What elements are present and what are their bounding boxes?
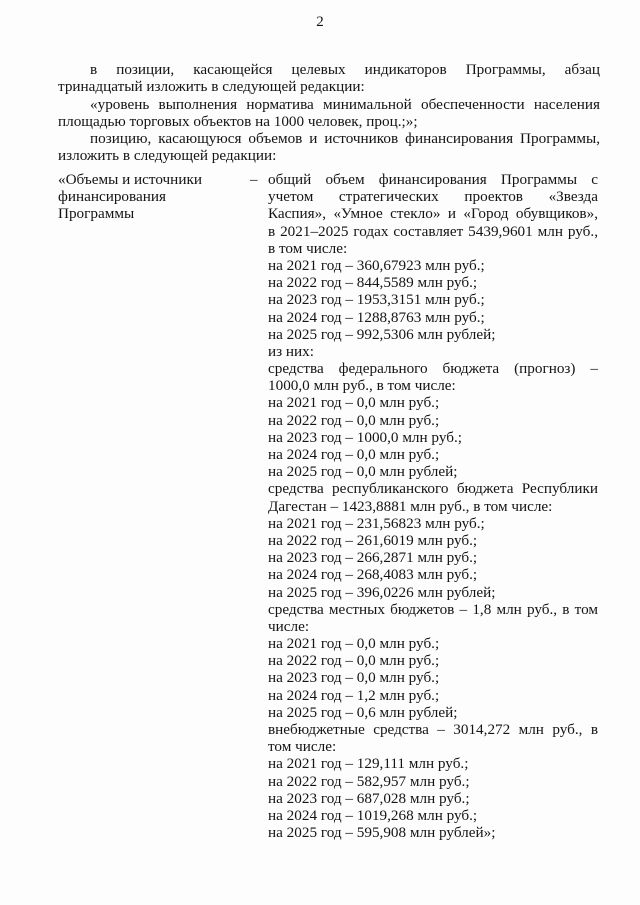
financing-line: на 2021 год – 0,0 млн руб.; <box>268 635 440 653</box>
financing-line: на 2022 год – 0,0 млн руб.; <box>268 652 440 670</box>
financing-line: внебюджетные средства – 3014,272 млн руб., в <box>268 721 598 738</box>
financing-line: том числе: <box>268 738 337 756</box>
financing-line: средства республиканского бюджета Республики <box>268 480 598 498</box>
financing-line: на 2021 год – 360,67923 млн руб.; <box>268 256 485 274</box>
quote-line-1: «уровень выполнения норматива минимальной обеспеченности населения <box>90 96 600 113</box>
quote-line-2: площадью торговых объектов на 1000 человек, проц.;»; <box>58 113 418 130</box>
financing-line: на 2024 год – 0,0 млн руб.; <box>268 446 440 463</box>
intro-line-2: тринадцатый изложить в следующей редакции: <box>58 78 365 95</box>
financing-line: на 2024 год – 1288,8763 млн руб.; <box>268 308 485 326</box>
financing-line: числе: <box>268 617 310 635</box>
financing-line: на 2022 год – 261,6019 млн руб.; <box>268 531 478 549</box>
financing-line: на 2025 год – 0,0 млн рублей; <box>268 463 458 481</box>
financing-line: на 2023 год – 1953,3151 млн руб.; <box>268 291 485 309</box>
financing-line: на 2023 год – 266,2871 млн руб.; <box>268 549 478 567</box>
financing-line: 1000,0 млн руб., в том числе: <box>268 377 456 395</box>
financing-line: Каспия», «Умное стекло» и «Город обувщиков», <box>268 205 598 223</box>
financing-line: на 2023 год – 687,028 млн руб.; <box>268 789 470 807</box>
table-label <box>58 171 233 223</box>
financing-line: общий объем финансирования Программы с <box>268 171 598 188</box>
financing-line: на 2025 год – 992,5306 млн рублей; <box>268 325 496 343</box>
financing-line: на 2023 год – 1000,0 млн руб.; <box>268 428 462 446</box>
financing-line: учетом стратегических проектов «Звезда <box>268 188 598 206</box>
table-label-line: Программы <box>58 205 135 223</box>
financing-line: на 2024 год – 1,2 млн руб.; <box>268 686 440 704</box>
financing-line: Дагестан – 1423,8881 млн руб., в том числе: <box>268 497 553 515</box>
financing-line: на 2021 год – 231,56823 млн руб.; <box>268 514 485 532</box>
financing-details <box>268 171 598 841</box>
page-number: 2 <box>316 14 324 30</box>
financing-line: на 2022 год – 844,5589 млн руб.; <box>268 274 478 292</box>
financing-line: в 2021–2025 годах составляет 5439,9601 млн руб., <box>268 222 598 240</box>
financing-line: на 2025 год – 396,0226 млн рублей; <box>268 583 496 601</box>
financing-line: на 2022 год – 0,0 млн руб.; <box>268 411 440 429</box>
financing-line: на 2025 год – 595,908 млн рублей»; <box>268 824 496 842</box>
table-label-line: финансирования <box>58 188 166 206</box>
financing-line: на 2024 год – 268,4083 млн руб.; <box>268 566 478 584</box>
financing-line: на 2021 год – 0,0 млн руб.; <box>268 394 440 412</box>
financing-line: в том числе: <box>268 239 348 257</box>
intro-line-3: позицию, касающуюся объемов и источников финансирования Программы, <box>90 130 600 147</box>
financing-line: на 2024 год – 1019,268 млн руб.; <box>268 806 478 824</box>
intro-line-4: изложить в следующей редакции: <box>58 147 277 164</box>
financing-line: средства федерального бюджета (прогноз) – <box>268 360 598 378</box>
financing-line: на 2022 год – 582,957 млн руб.; <box>268 772 470 790</box>
financing-line: средства местных бюджетов – 1,8 млн руб., в том <box>268 600 598 618</box>
financing-line: на 2023 год – 0,0 млн руб.; <box>268 669 440 687</box>
table-dash: – <box>250 171 258 188</box>
financing-line: на 2021 год – 129,111 млн руб.; <box>268 755 469 773</box>
financing-line: из них: <box>268 342 314 360</box>
financing-line: на 2025 год – 0,6 млн рублей; <box>268 703 458 721</box>
intro-line-1: в позиции, касающейся целевых индикаторов Программы, абзац <box>90 61 600 78</box>
table-label-line: «Объемы и источники <box>58 171 202 188</box>
